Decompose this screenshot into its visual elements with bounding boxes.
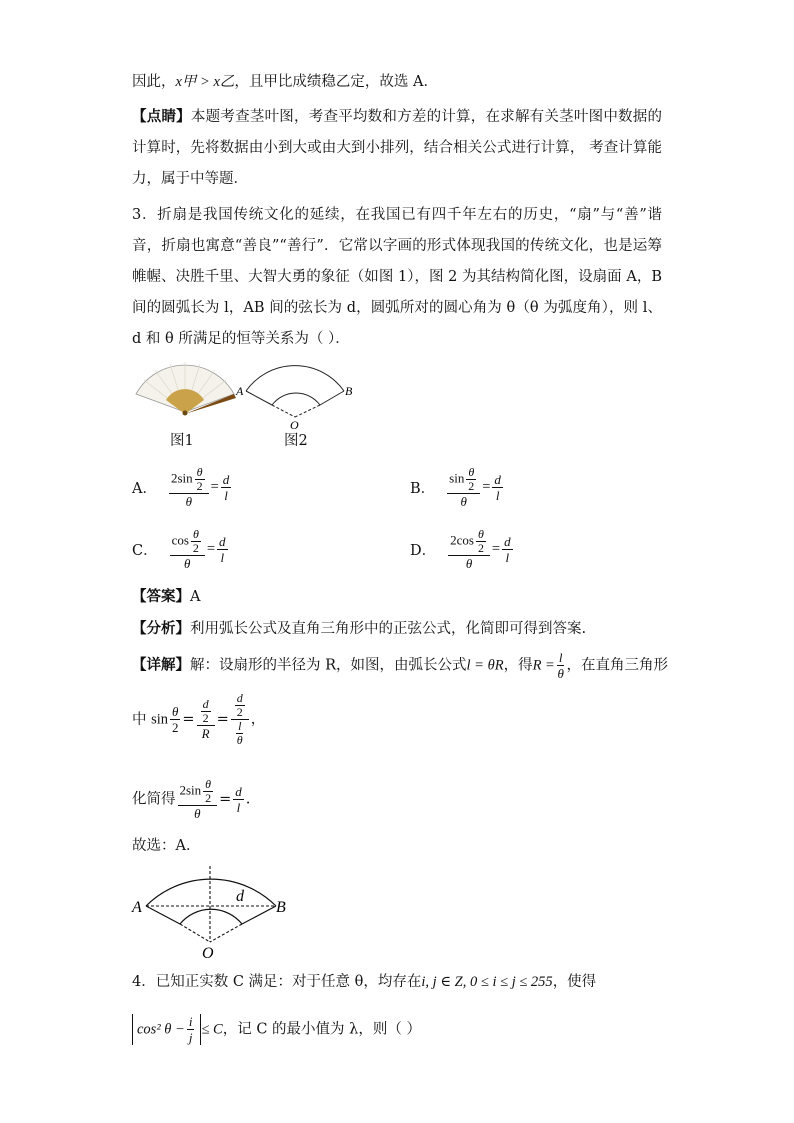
folding-fan-figure (130, 358, 240, 418)
inequality: x甲 > x乙 (175, 74, 235, 90)
final-choice: 故选：A． (132, 838, 201, 854)
fan-structure-figure (232, 355, 362, 430)
arc-length-formula: l = θR (466, 657, 504, 674)
fig3-point-a: A (132, 899, 142, 916)
option-b[interactable]: B． sin $\frac{\theta}{2}$ θ = $\frac{d}{l}$ (410, 465, 501, 509)
detail-line-1: 【详解】解：设扇形的半径为 R，如图，由弧长公式l = θR，得R = $\frac{l}{\theta}$ ，在直角三角形 (132, 650, 668, 681)
answer-value: A (190, 589, 201, 605)
option-d[interactable]: D． 2cos $\frac{\theta}{2}$ θ = $\frac{d}{l}$ (410, 527, 511, 571)
analysis-tag: 【分析】 (132, 620, 190, 637)
absolute-value-expression: cos² θ − $\frac{i}{j}$ (132, 1014, 201, 1045)
dianjing-tag: 【点睛】 (132, 108, 191, 125)
option-a[interactable]: A． 2sin $\frac{\theta}{2}$ θ = $\frac{d}{l}$ (132, 465, 230, 509)
sector-solution-figure (128, 862, 298, 962)
detail-tag: 【详解】 (132, 656, 190, 674)
fig3-point-o: O (202, 945, 214, 962)
fig3-point-b: B (276, 899, 286, 916)
conclusion-line: 因此，x甲 > x乙，且甲比成绩稳乙定，故选 A． (132, 74, 438, 90)
detail-simplify: 化简得 2sin $\frac{\theta}{2}$ θ = $\frac{d}{l}$ . (132, 777, 251, 821)
detail-sine-equation: 中 sin $\frac{\theta}{2}$ = $\frac{\frac{d}{2}}{R}$ = $\frac{\frac{d}{2}}{\frac{l}{\theta}}$ ， (132, 691, 266, 747)
fig3-label-d: d (236, 888, 244, 905)
answer-line (132, 587, 200, 607)
fig2-point-a: A (236, 384, 244, 398)
option-c[interactable]: C． cos $\frac{\theta}{2}$ θ = $\frac{d}{l}$ (132, 527, 226, 571)
question-4-line-1: 4．已知正实数 C 满足：对于任意 θ，均存在i, j ∈ Z, 0 ≤ i ≤ j ≤ 255，使得 (132, 974, 597, 990)
dianjing-paragraph: 【点睛】本题考查茎叶图，考查平均数和方差的计算，在求解有关茎叶图中数据的计算时，先将数据由小到大或由大到小排列，结合相关公式进行计算， 考查计算能力，属于中等题． (132, 108, 663, 187)
answer-tag: 【答案】 (132, 588, 190, 605)
fig2-label: 图2 (284, 433, 308, 449)
index-condition: i, j ∈ Z, 0 ≤ i ≤ j ≤ 255 (421, 974, 553, 990)
fig2-point-b: B (345, 384, 353, 398)
question-4-line-2: cos² θ − $\frac{i}{j}$ ≤ C，记 C 的最小值为 λ，则（ ） (132, 1014, 421, 1045)
analysis-line: 【分析】利用弧长公式及直角三角形中的正弦公式，化简即可得到答案. (132, 620, 587, 637)
fig1-label: 图1 (170, 433, 194, 449)
fig2-point-o: O (290, 418, 299, 430)
question-3-text: 3．折扇是我国传统文化的延续，在我国已有四千年左右的历史，“扇”与“善”谐音，折扇也寓意“善良”“善行”．它常以字画的形式体现我国的传统文化，也是运筹帷幄、决胜千里、大智大勇的象征（如图 1），图 2 为其结构简化图，设扇面 A，B 间的圆弧长为 l，AB 间的弦长为 d，圆弧所对的圆心角为 θ（θ 为弧度角），则 l、d 和 θ 所满足的恒等关系为（ ）． (132, 207, 662, 347)
